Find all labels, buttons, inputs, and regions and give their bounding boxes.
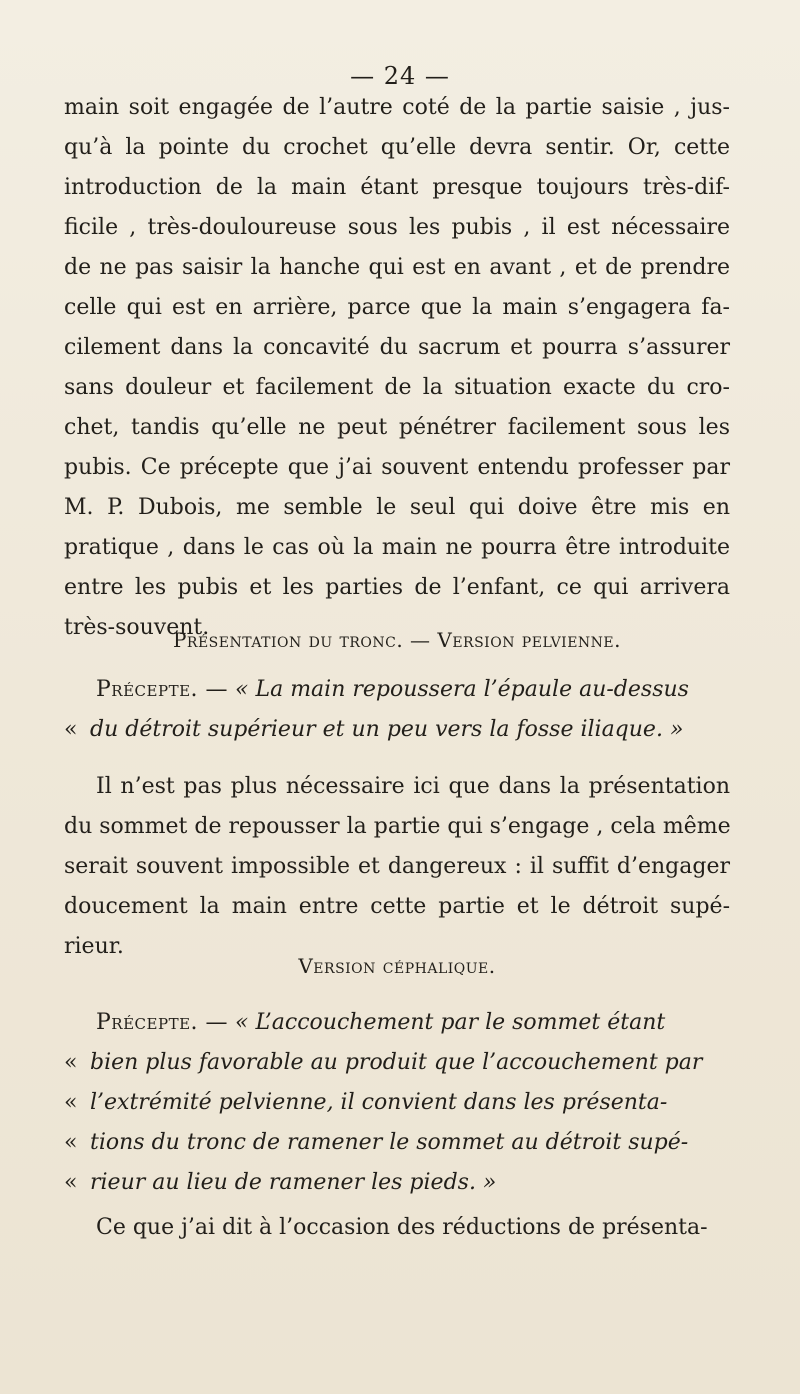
text-line: chet, tandis qu’elle ne peut pénétrer facilement sous les [64,415,730,440]
paragraph-2 [64,767,730,967]
page-number: — 24 — [350,62,450,90]
quote-mark: « [64,1090,78,1115]
precept-text: l’extrémité pelvienne, il convient dans les présenta- [90,1090,668,1115]
precept-label: Précepte. — [96,1010,229,1035]
precept-line [64,710,730,750]
text-line: du sommet de repousser la partie qui s’engage , cela même [64,814,731,839]
precept-line [64,1123,730,1163]
precept-text: « La main repoussera l’épaule au-dessus [235,677,689,702]
quote-mark: « [64,1130,78,1155]
text-line: de ne pas saisir la hanche qui est en avant , et de prendre [64,255,730,280]
precept-label: Précepte. — [96,677,229,702]
text-line: Ce que j’ai dit à l’occasion des réductions de présenta- [96,1215,708,1240]
text-line: qu’à la pointe du crochet qu’elle devra sentir. Or, cette [64,135,730,160]
precept-text: « L’accouchement par le sommet étant [235,1010,666,1035]
precept-line [64,670,730,710]
quote-mark: « [64,717,78,742]
precept-line [64,1043,730,1083]
text-line: ficile , très-douloureuse sous les pubis , il est nécessaire [64,215,730,240]
precept-text: du détroit supérieur et un peu vers la fosse iliaque. » [90,717,684,742]
text-line: doucement la main entre cette partie et le détroit supé- [64,894,730,919]
section-heading-cephalique: Version céphalique. [298,954,496,978]
text-line: pubis. Ce précepte que j’ai souvent entendu professer par [64,455,730,480]
precept-text: rieur au lieu de ramener les pieds. » [90,1170,497,1195]
text-line: très-souvent. [64,615,210,640]
text-line: sans douleur et facilement de la situation exacte du cro- [64,375,730,400]
text-line: celle qui est en arrière, parce que la main s’engagera fa- [64,295,730,320]
paragraph-1 [64,88,730,648]
precept-1 [64,670,730,750]
precept-line [64,1003,730,1043]
precept-text: bien plus favorable au produit que l’accouchement par [90,1050,703,1075]
text-line: introduction de la main étant presque toujours très-dif- [64,175,730,200]
text-line: M. P. Dubois, me semble le seul qui doive être mis en [64,495,730,520]
section-heading-tronc: Présentation du tronc. — Version pelvienne. [172,628,622,652]
precept-line [64,1083,730,1123]
precept-text: tions du tronc de ramener le sommet au détroit supé- [90,1130,689,1155]
precept-2 [64,1003,730,1203]
text-line: serait souvent impossible et dangereux : il suffit d’engager [64,854,730,879]
text-line: main soit engagée de l’autre coté de la partie saisie , jus- [64,95,730,120]
text-line: Il n’est pas plus nécessaire ici que dans la présentation [96,774,730,799]
precept-line [64,1163,730,1203]
quote-mark: « [64,1170,78,1195]
text-line: entre les pubis et les parties de l’enfant, ce qui arrivera [64,575,730,600]
text-line: pratique , dans le cas où la main ne pourra être introduite [64,535,730,560]
text-line: rieur. [64,934,124,959]
text-line: cilement dans la concavité du sacrum et pourra s’assurer [64,335,730,360]
quote-mark: « [64,1050,78,1075]
paragraph-3 [64,1208,730,1248]
